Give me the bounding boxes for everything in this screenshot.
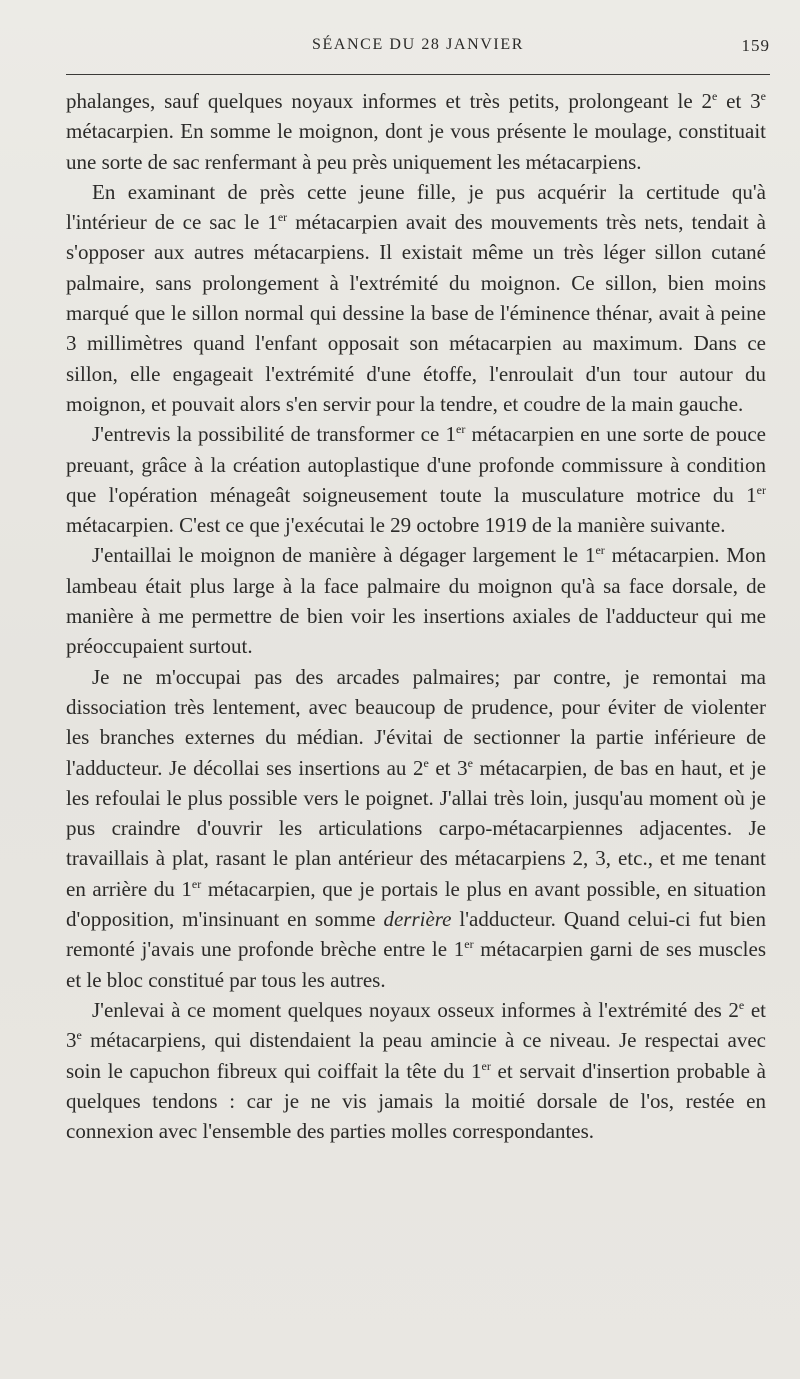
- ordinal-superscript: e: [467, 755, 473, 770]
- paragraph: [66, 662, 766, 995]
- paragraph: [66, 177, 766, 419]
- ordinal-superscript: er: [277, 210, 288, 225]
- text-run: métacarpien, que je portais le plus en avant possible, en situation d'opposition, m'insinuant en somme: [66, 876, 766, 932]
- ordinal-superscript: er: [756, 482, 766, 497]
- paragraph: [66, 540, 766, 661]
- text-run: En examinant de près cette jeune fille, je pus acquérir la certitude qu'à l'intérieur de ce sac le 1: [66, 179, 766, 235]
- ordinal-superscript: e: [76, 1028, 82, 1043]
- text-run: métacarpiens, qui distendaient la peau amincie à ce niveau. Je respectai avec soin le capuchon fibreux qui coiffait la tête du 1: [66, 1028, 766, 1083]
- paragraph: [66, 419, 766, 540]
- text-run: et 3: [428, 755, 468, 780]
- ordinal-superscript: e: [760, 89, 766, 103]
- ordinal-superscript: e: [738, 997, 745, 1012]
- text-run: métacarpien garni de ses muscles et le bloc constitué par tous les autres.: [66, 937, 767, 992]
- text-run: phalanges, sauf quelques noyaux informes et très petits, prolongeant le 2: [66, 89, 712, 113]
- ordinal-superscript: e: [711, 89, 718, 103]
- text-run: et 3: [717, 89, 761, 113]
- ordinal-superscript: er: [191, 876, 202, 891]
- text-run: et 3: [66, 997, 766, 1053]
- running-title: SÉANCE DU 28 JANVIER: [312, 36, 524, 53]
- ordinal-superscript: er: [595, 543, 605, 558]
- ordinal-superscript: e: [423, 755, 429, 770]
- italic-text: derrière: [383, 907, 452, 932]
- paragraph: [66, 86, 766, 177]
- text-run: métacarpien. C'est ce que j'exécutai le 29 octobre 1919 de la manière suivante.: [66, 513, 726, 538]
- text-run: et servait d'insertion probable à quelques tendons : car je ne vis jamais la moitié dorsale de l'os, restée en connexion avec l'ensemble des parties molles correspondantes.: [66, 1058, 766, 1144]
- ordinal-superscript: er: [456, 422, 466, 437]
- running-header: [66, 34, 770, 60]
- body-text: [66, 86, 766, 1146]
- text-run: métacarpien en une sorte de pouce preuant, grâce à la création autoplastique d'une profonde commissure à condition que l'opération ménageât soigneusement toute la musculature motrice du 1: [66, 422, 767, 507]
- text-run: métacarpien. En somme le moignon, dont je vous présente le moulage, constituait une sorte de sac renfermant à peu près uniquement les métacarpiens.: [66, 119, 766, 174]
- ordinal-superscript: er: [481, 1058, 491, 1073]
- paragraph: [66, 995, 766, 1146]
- text-run: J'entrevis la possibilité de transformer ce 1: [92, 422, 456, 447]
- text-run: métacarpien, de bas en haut, et je les refoulai le plus possible vers le poignet. J'allai très loin, jusqu'au moment où je pus craindre d'ouvrir les articulations carpo-métacarpiennes adjacentes. Je travaillais à plat, rasant le plan antérieur des métacarpiens 2, 3, etc., et me tenant en arrière du 1: [66, 755, 767, 901]
- text-run: Je ne m'occupai pas des arcades palmaires; par contre, je remontai ma dissociation très lentement, avec beaucoup de prudence, pour éviter de violenter les branches externes du médian. J'évitai de sectionner la partie inférieure de l'adducteur. Je décollai ses insertions au 2: [66, 664, 766, 780]
- text-run: J'enlevai à ce moment quelques noyaux osseux informes à l'extrémité des 2: [92, 997, 739, 1022]
- header-rule: [66, 74, 770, 75]
- page-number: 159: [741, 36, 770, 55]
- text-run: l'adducteur. Quand celui-ci fut bien remonté j'avais une profonde brèche entre le 1: [66, 907, 766, 962]
- ordinal-superscript: er: [464, 937, 474, 952]
- text-run: J'entaillai le moignon de manière à dégager largement le 1: [92, 543, 596, 568]
- text-run: métacarpien avait des mouvements très nets, tendait à s'opposer aux autres métacarpiens. Il existait même un très léger sillon cutané palmaire, sans prolongement à l'extrémité du moignon. Ce sillon, bien moins marqué que le sillon normal qui dessine la base de l'éminence thénar, avait à peine 3 millimètres quand l'enfant opposait son métacarpien au maximum. Dans ce sillon, elle engageait l'extrémité d'une étoffe, l'enroulait d'un tour autour du moignon, et pouvait alors s'en servir pour la tendre, et coudre de la main gauche.: [66, 210, 766, 416]
- text-run: métacarpien. Mon lambeau était plus large à la face palmaire du moignon qu'à sa face dorsale, de manière à me permettre de bien voir les insertions axiales de l'adducteur qui me préoccupaient surtout.: [66, 543, 766, 659]
